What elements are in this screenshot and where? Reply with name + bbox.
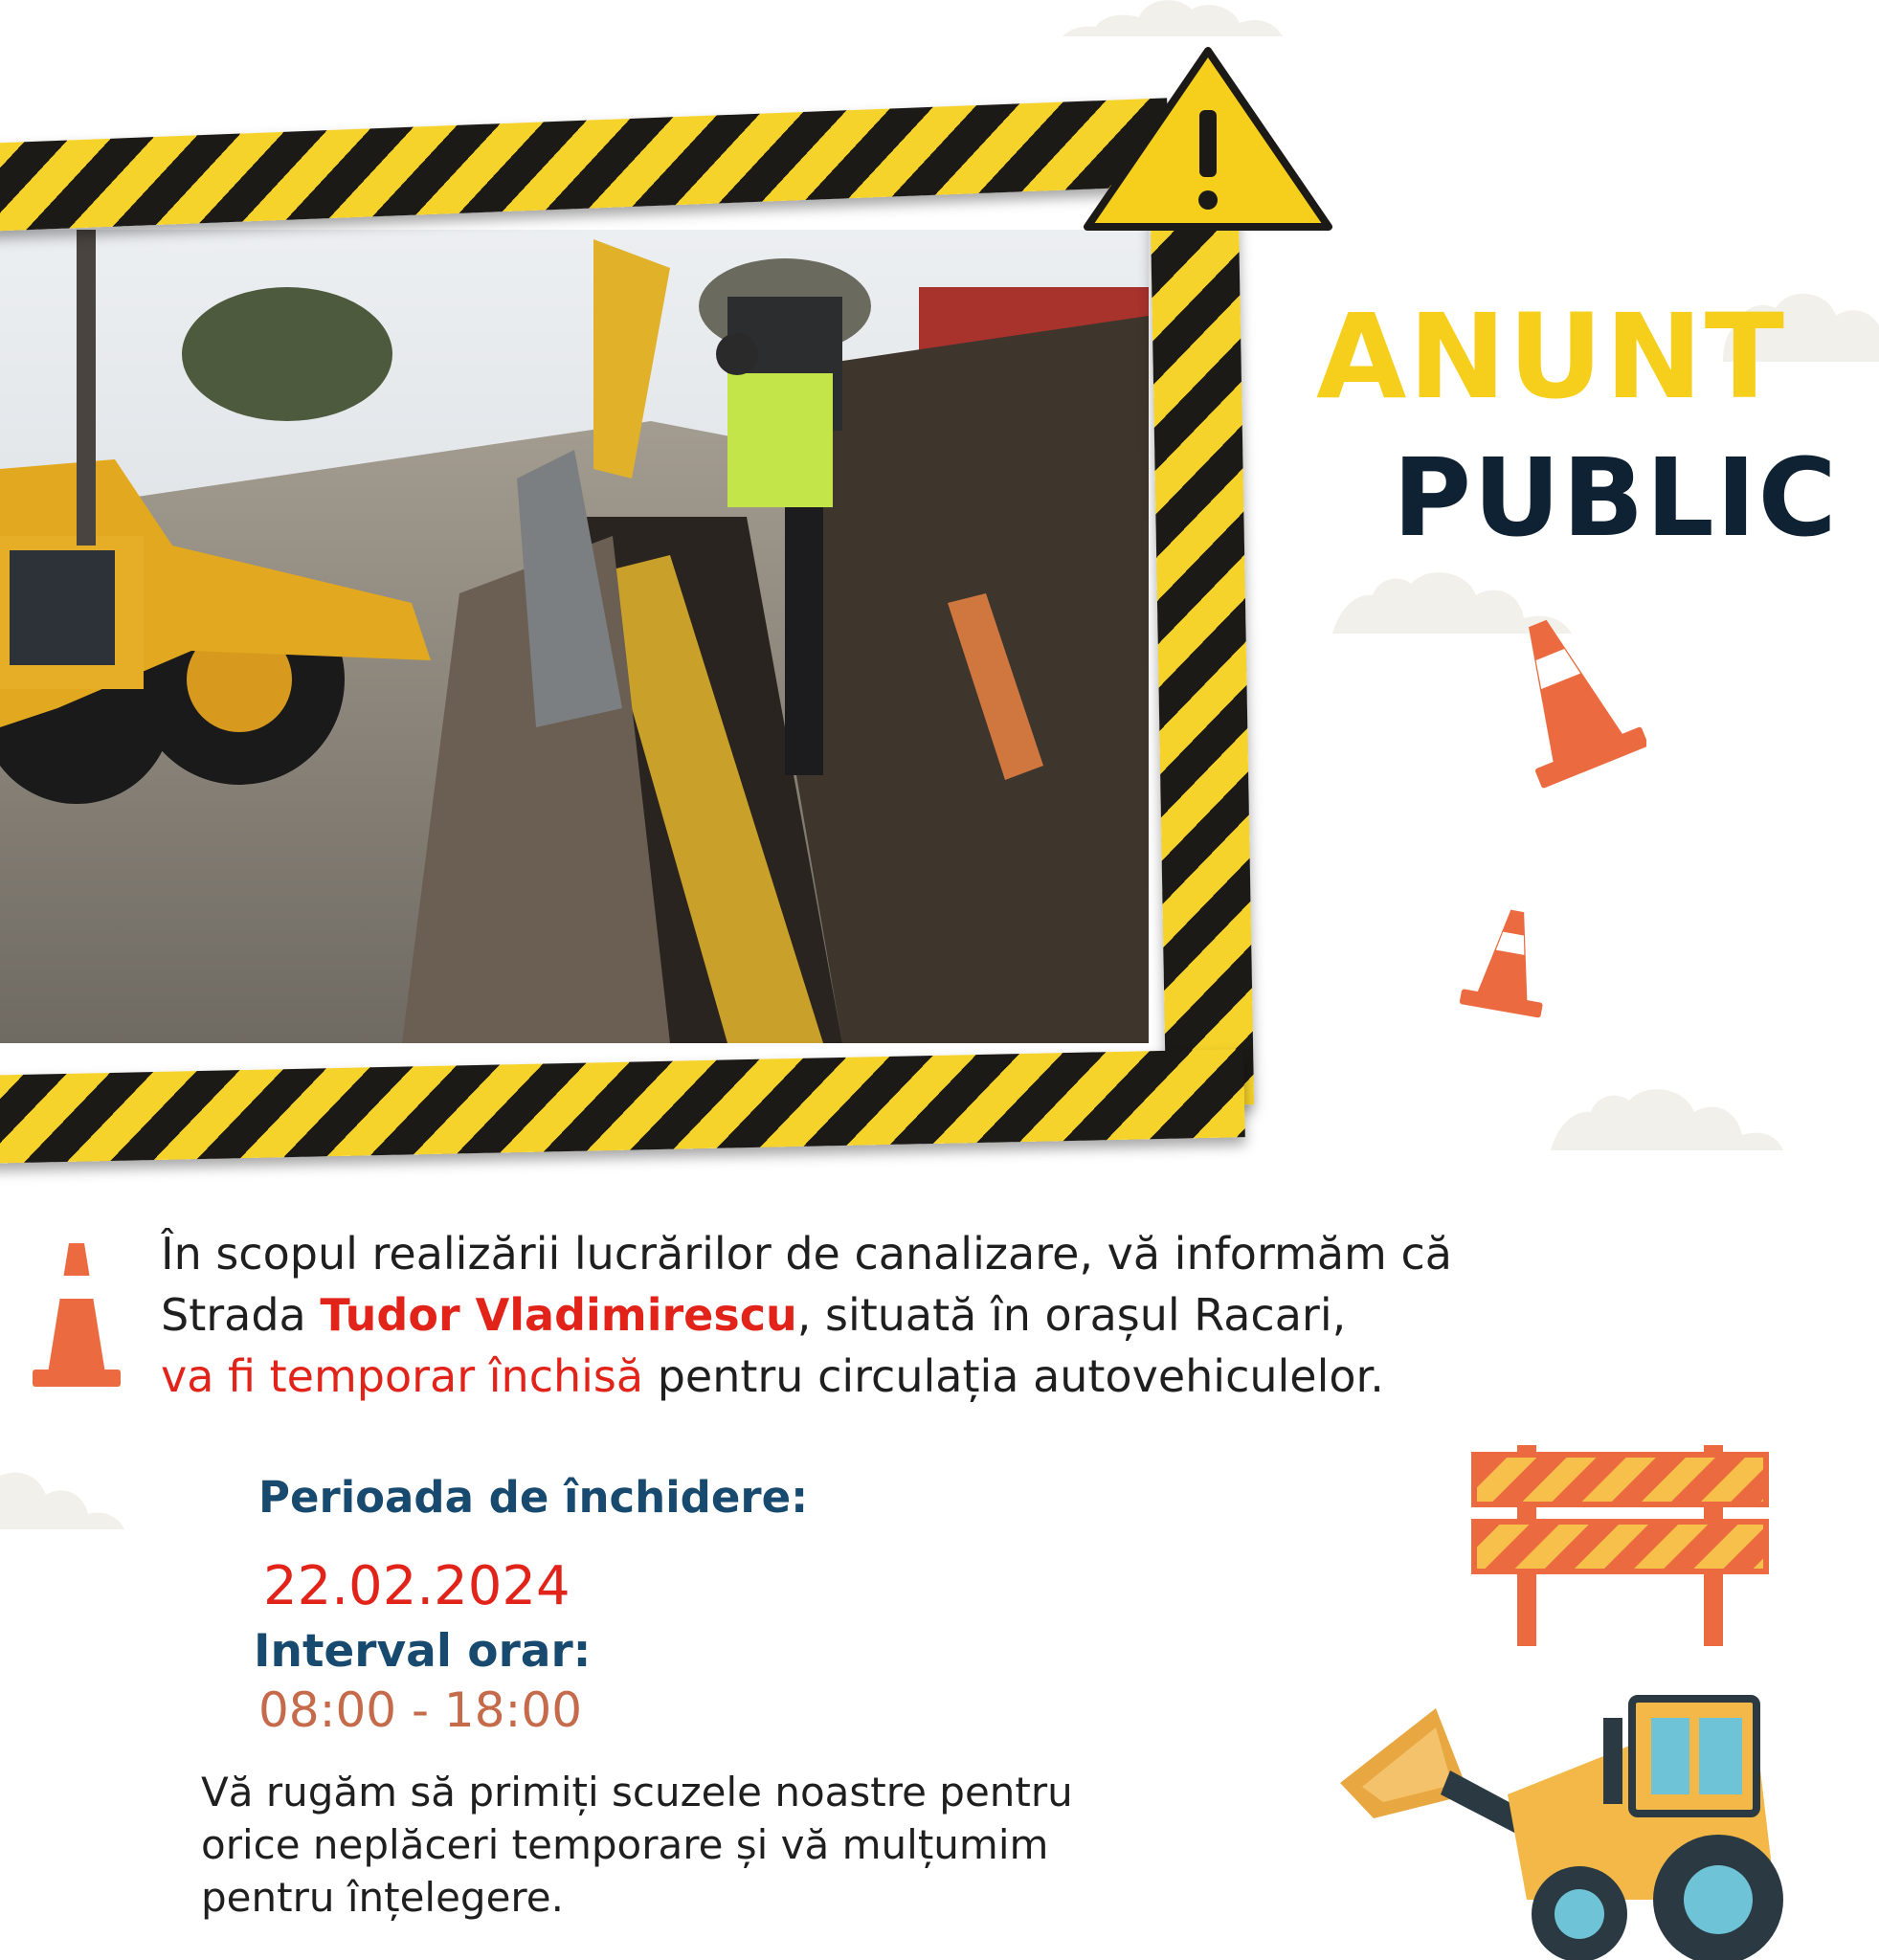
- hazard-frame-top: [0, 98, 1171, 232]
- cloud-icon: [0, 1455, 124, 1531]
- bulldozer-icon: [1335, 1680, 1795, 1960]
- cloud-icon: [1063, 0, 1283, 38]
- notice-location: , situată în orașul Racari,: [796, 1289, 1347, 1341]
- notice-line-3: [161, 1346, 1692, 1407]
- notice-paragraph: [161, 1223, 1692, 1407]
- construction-photo: [0, 230, 1149, 1043]
- apology-paragraph: [201, 1766, 1206, 1924]
- apology-line-2: orice neplăceri temporare și vă mulțumim: [201, 1821, 1049, 1868]
- road-barrier-icon: [1469, 1436, 1771, 1651]
- closure-statement: va fi temporar închisă: [161, 1350, 644, 1402]
- apology-line-1: Vă rugăm să primiți scuzele noastre pentru: [201, 1769, 1073, 1815]
- interval-value: 08:00 - 18:00: [258, 1682, 583, 1738]
- traffic-cone-icon: [29, 1239, 124, 1392]
- apology-line-3: pentru înțelegere.: [201, 1874, 564, 1921]
- notice-line-2: [161, 1284, 1692, 1346]
- notice-traffic: pentru circulația autovehiculelor.: [643, 1350, 1384, 1402]
- traffic-cone-icon: [1493, 598, 1646, 790]
- street-name: Tudor Vladimirescu: [320, 1289, 797, 1341]
- interval-label: Interval orar:: [254, 1625, 592, 1678]
- title-public: PUBLIC: [1393, 436, 1839, 561]
- notice-line-1: În scopul realizării lucrărilor de canalizare, vă informăm că: [161, 1228, 1452, 1280]
- hazard-frame-bottom: [0, 1049, 1245, 1164]
- closure-date: 22.02.2024: [263, 1555, 570, 1617]
- title-anunt: ANUNT: [1316, 289, 1786, 425]
- hazard-frame-right: [1151, 210, 1254, 1105]
- warning-icon: [1082, 43, 1335, 234]
- notice-street-prefix: Strada: [161, 1289, 321, 1341]
- trench-scene-illustration: [0, 230, 1149, 1043]
- traffic-cone-icon: [1455, 904, 1560, 1029]
- period-label: Perioada de închidere:: [258, 1472, 809, 1523]
- cloud-icon: [1551, 1081, 1783, 1153]
